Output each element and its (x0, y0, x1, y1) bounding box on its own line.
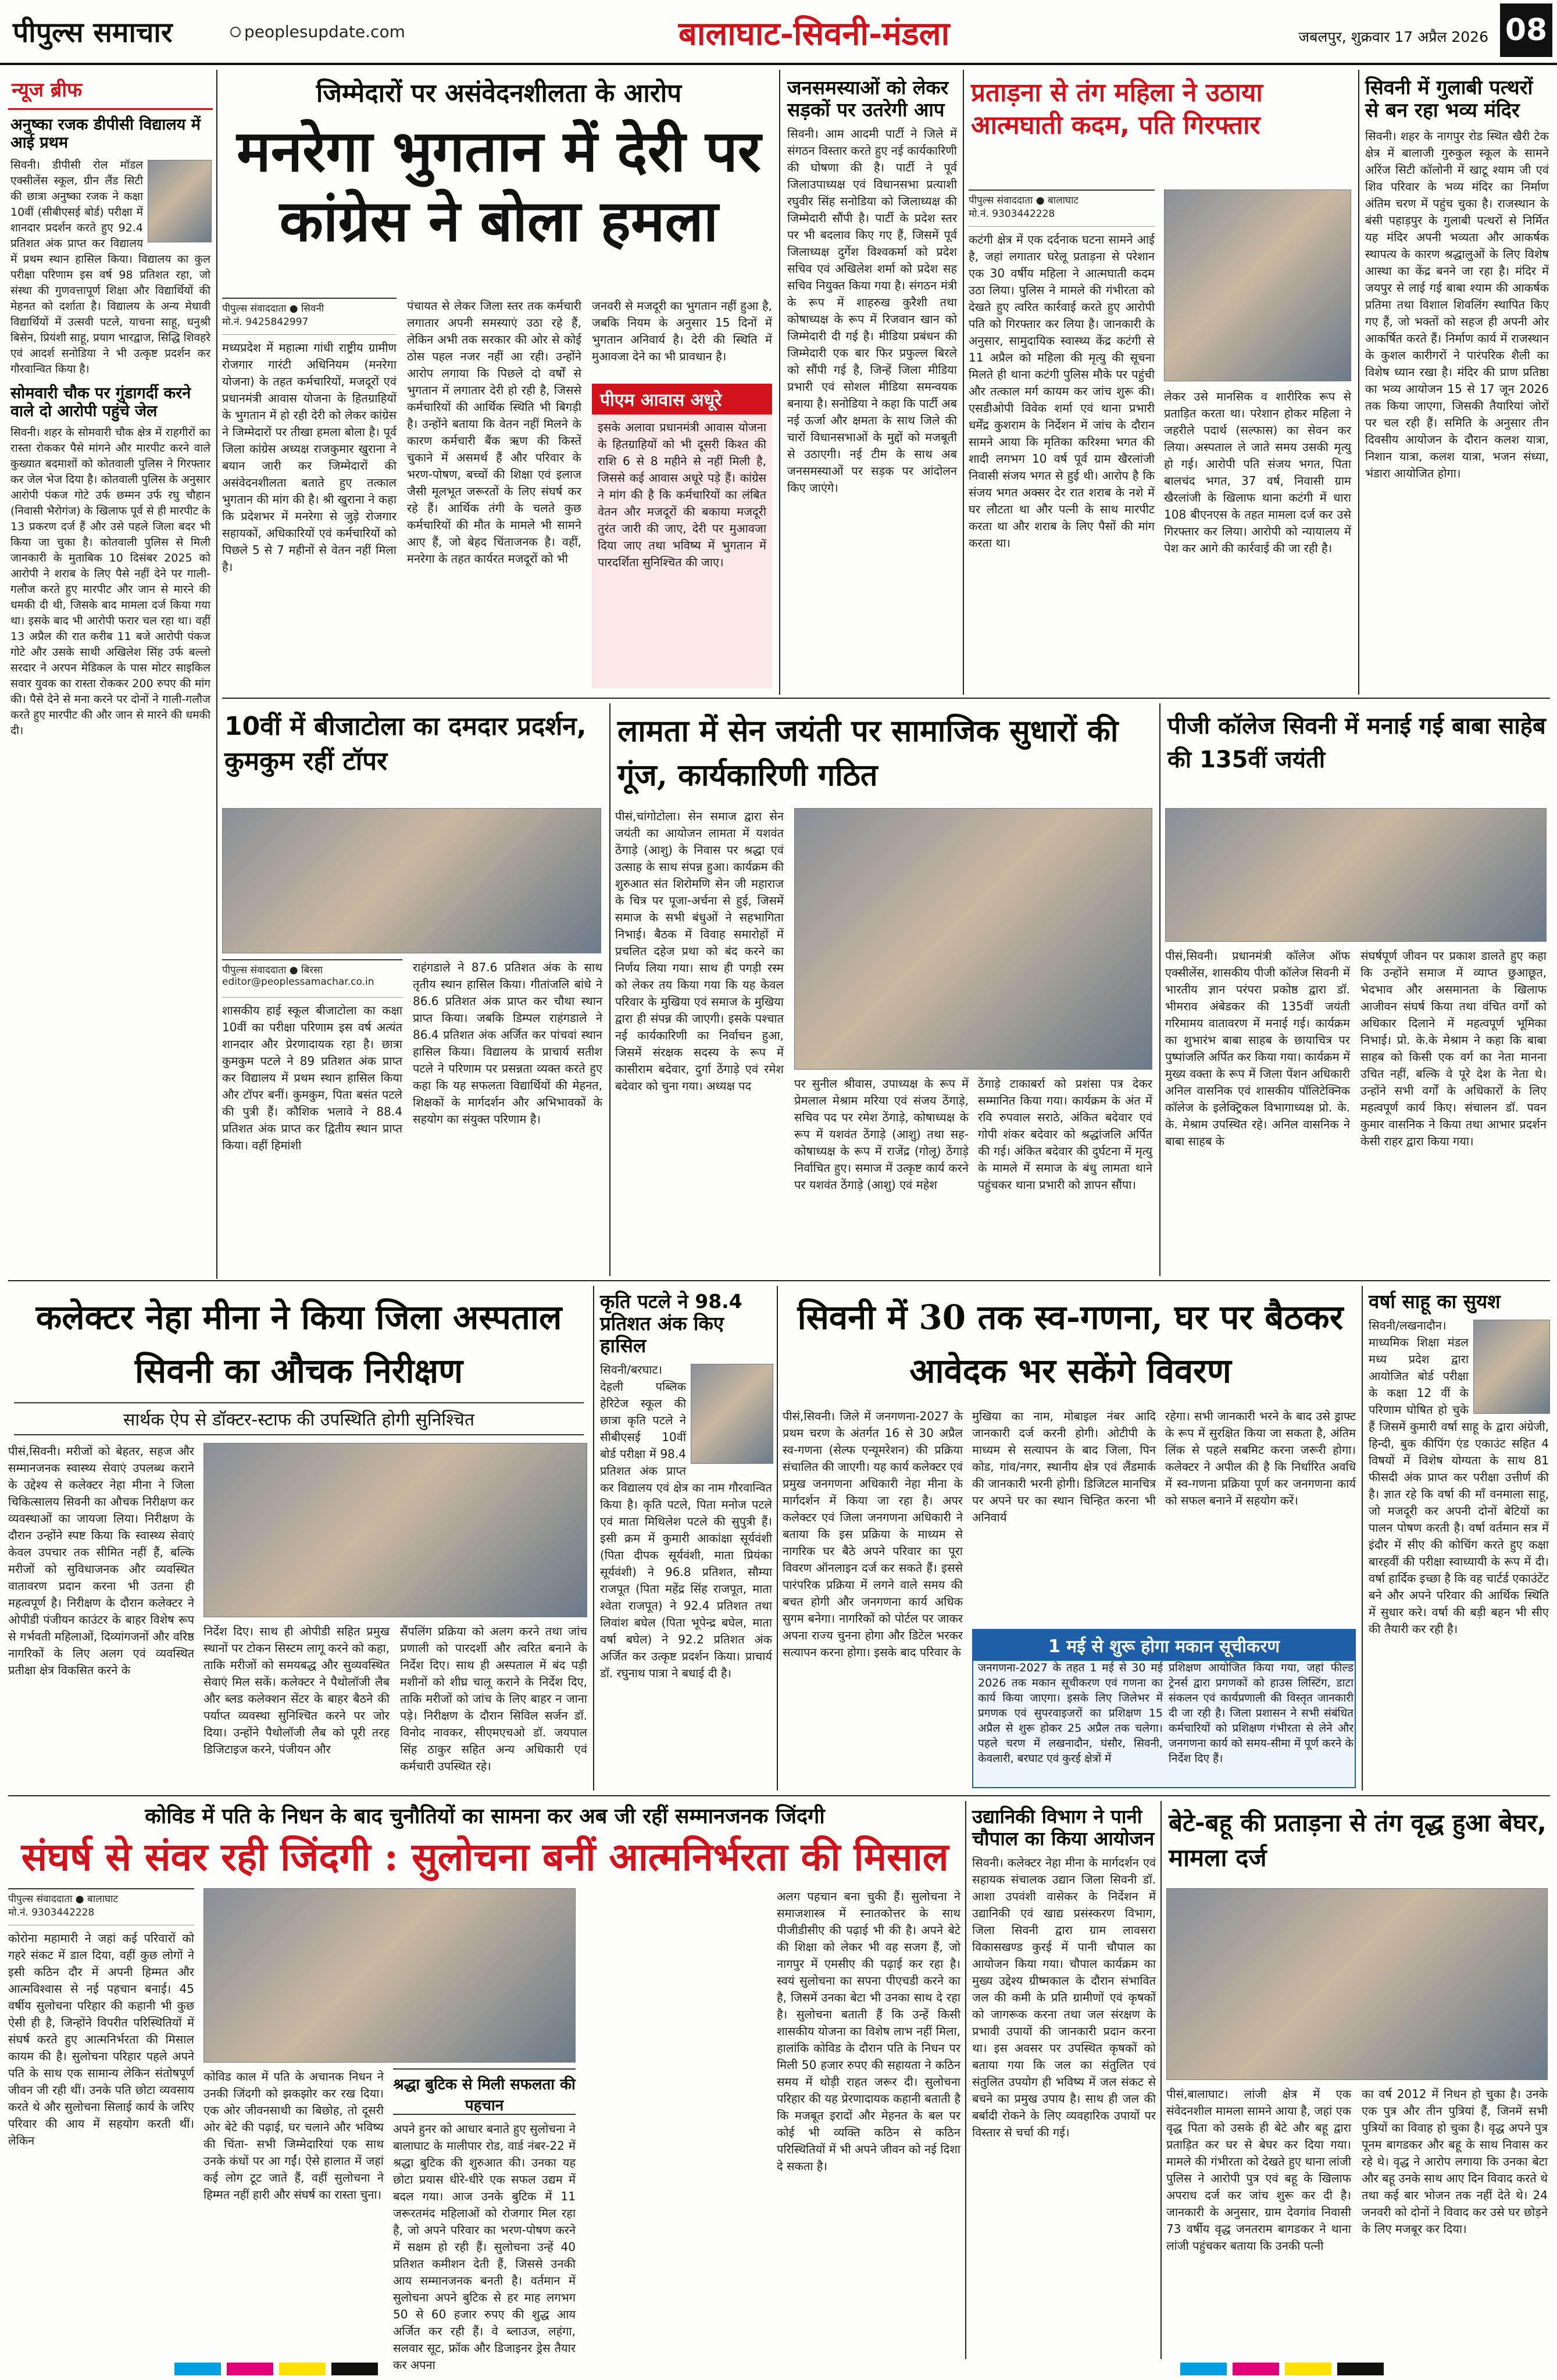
lead-kicker: जिम्मेदारों पर असंवेदनशीलता के आरोप (316, 78, 682, 108)
registration-mark (227, 2363, 273, 2375)
lamta-column-3: ठेंगाड़े टाकाबर्रा को प्रशंसा पत्र देकर सम्मानित किया गया। कार्यक्रम के अंत में रवि रुपवाल सराठे, अंकित बदेवार एवं गोपी शंकर बदेवार को श्रद्धांजलि अर्पित की गई। अंकित बदेवार की दुर्घटना में मृत्यु के मामले में समाज के बंधु लामता थाने पहुंचकर थाना प्रभारी को ज्ञापन सौंपा। (978, 1077, 1152, 1192)
column-divider (777, 1286, 778, 1791)
sulochana-column-1: कोरोना महामारी ने जहां कई परिवारों को गहरे संकट में डाल दिया, वहीं कुछ लोगों ने इसी कठिन दौर में अपनी हिम्मत और आत्मविश्वास से नई पहचान बनाई। 45 वर्षीय सुलोचना परिहार की कहानी भी कुछ ऐसी ही है, जिन्होंने विपरीत परिस्थितियों में संघर्ष करते हुए आत्मनिर्भरता की मिसाल कायम की है। सुलोचना परिहार पहले अपने पति के साथ एक सामान्य लेकिन संतोषपूर्ण जीवन जी रही थीं। उनके पति छोटा व्यवसाय करते थे और सुलोचना सिलाई कार्य के जरिए परिवार की आय में सहयोग करती थीं। लेकिन (8, 1931, 194, 2147)
column-divider (1362, 1286, 1363, 1791)
collector-column-1: पीसं,सिवनी। मरीजों को बेहतर, सहज और सम्मानजनक स्वास्थ्य सेवाएं उपलब्ध कराने के उद्देश्य से कलेक्टर नेहा मीना ने जिला चिकित्सालय सिवनी का औचक निरीक्षण कर व्यवस्थाओं का जायजा लिया। निरीक्षण के दौरान उन्होंने स्पष्ट किया कि स्वास्थ्य सेवाएं केवल उपचार तक सीमित नहीं हैं, बल्कि मरीजों को सुविधाजनक और व्यवस्थित वातावरण प्रदान करना भी उतना ही महत्वपूर्ण है। निरीक्षण के दौरान कलेक्टर ने ओपीडी पंजीयन काउंटर के बाहर विशेष रूप से गर्भवती महिलाओं, दिव्यांगजनों और वरिष्ठ नागरिकों के लिए अलग एवं व्यवस्थित प्रतीक्षा क्षेत्र विकसित करने के (8, 1444, 194, 1677)
census-story (783, 1286, 1358, 1791)
pg-column-1: पीसं,सिवनी। प्रधानमंत्री कॉलेज ऑफ एक्सीलेंस, शासकीय पीजी कॉलेज सिवनी में भारतीय ज्ञान परंपरा प्रकोष्ठ द्वारा डॉ. भीमराव अंबेडकर की 135वीं जयंती गरिमामय वातावरण में मनाई गई। कार्यक्रम का शुभारंभ बाबा साहब के छायाचित्र पर पुष्पांजलि अर्पित कर किया गया। कार्यक्रम में मुख्य वक्ता के रूप में जिला पेंशन अधिकारी अनिल वासनिक एवं शासकीय पॉलिटेक्निक कॉलेज के इलेक्ट्रिकल विभागाध्यक्ष प्रो. के. के. मेश्राम उपस्थित रहे। अनिल वासनिक ने बाबा साहब के (1165, 949, 1350, 1148)
suicide-mobile: मो.नं. 9303442228 (969, 208, 1055, 220)
boutique-photo (203, 1888, 576, 2063)
temple-story (1364, 70, 1550, 695)
registration-mark (1180, 2363, 1227, 2375)
sulochana-column-2: कोविड काल में पति के अचानक निधन ने उनकी जिंदगी को झकझोर कर रख दिया। एक ओर जीवनसाथी का बिछोह, तो दूसरी ओर बेटे की पढ़ाई, घर चलाने और भविष्य की चिंता- सभी जिम्मेदारियां एक साथ उनके कंधों पर आ गईं। ऐसे हालात में जहां कई लोग टूट जाते हैं, वहीं सुलोचना ने हिम्मत नहीं हारी और संघर्ष का रास्ता चुना। (203, 2070, 384, 2202)
collector-photo (203, 1443, 587, 1617)
column-divider (593, 1286, 594, 1791)
kriti-body: सिवनी/बरघाट। देहली पब्लिक हेरिटेज स्कूल की छात्रा कृति पटले ने सीबीएसई 10वीं बोर्ड परीक्षा में 98.4 प्रतिशत अंक प्राप्त कर विद्यालय एवं क्षेत्र का नाम गौरवान्वित किया है। कृति पटले, पिता मनोज पटले एवं माता मिथिलेश पटले की सुपुत्री हैं। इसी क्रम में कुमारी आकांक्षा सूर्यवंशी (पिता दीपक सूर्यवंशी, माता प्रियंका सूर्यवंशी) ने 96.8 प्रतिशत, सौम्या राजपूत (पिता महेंद्र सिंह राजपूत, माता श्वेता राजपूत) ने 92.4 प्रतिशत तथा लिवांश बघेल (पिता भूपेन्द्र बघेल, माता वर्षा बघेल) ने 92.2 प्रतिशत अंक अर्जित कर उत्कृष्ट प्रदर्शन किया। प्राचार्य डॉ. रघुनाथ पात्रा ने बधाई दी है। (600, 1362, 772, 1680)
suicide-column-1: कटंगी क्षेत्र में एक दर्दनाक घटना सामने आई है, जहां लगातार घरेलू प्रताड़ना से परेशान एक 30 वर्षीय महिला ने आत्मघाती कदम उठा लिया। पुलिस ने मामले की गंभीरता को देखते हुए त्वरित कार्रवाई करते हुए आरोपी पति को गिरफ्तार कर लिया है। जानकारी के अनुसार, सामुदायिक स्वास्थ्य केंद्र कटंगी से 11 अप्रैल को महिला की मृत्यु की सूचना मिलते ही थाना कटंगी पुलिस मौके पर पहुंची और तत्काल मर्ग कायम कर जांच शुरू की। एसडीओपी विवेक शर्मा एवं थाना प्रभारी धर्मेंद्र कुशराम के निर्देशन में जांच के दौरान सामने आया कि मृतिका करिश्मा भगत की शादी लगभग 10 वर्ष पूर्व ग्राम खैरलांजी निवासी संजय भगत से हुई थी। आरोप है कि संजय भगत अक्सर देर रात शराब के नशे में घर लौटता था और पत्नी के साथ मारपीट करता था और शराब के लिए पैसों की मांग करता था। (969, 233, 1155, 550)
collector-headline: कलेक्टर नेहा मीना ने किया जिला अस्पताल सिवनी का औचक निरीक्षण (35, 1298, 562, 1391)
aap-story (785, 70, 959, 695)
brief-1-body: सिवनी। डीपीसी रोल मॉडल एक्सीलेंस स्कूल, ग्रीन लैंड सिटी की छात्रा अनुष्का रजक ने कक्षा 10वीं (सीबीएसई बोर्ड) परीक्षा में शानदार प्रदर्शन करते हुए 92.4 प्रतिशत अंक प्राप्त कर विद्यालय में प्रथम स्थान हासिल किया। विद्यालय का कुल परीक्षा परिणाम इस वर्ष 98 प्रतिशत रहा, जो संस्था की गुणवत्तापूर्ण शिक्षा और विद्यार्थियों की मेहनत को दर्शाता है। विद्यालय के अन्य मेधावी विद्यार्थियों में उत्सवी पटले, याचना साहू, धनुश्री बिसेन, प्रियंशी साहू, प्रयाग भारद्वाज, सिद्धि शिवहरे एवं आदर्श सनोडिया ने भी उत्कृष्ट प्रदर्शन कर गौरवान्वित किया है। (10, 159, 210, 376)
globe-icon (230, 27, 241, 37)
column-divider (779, 70, 780, 695)
water-headline: उद्यानिकी विभाग ने पानी चौपाल का किया आयोजन (972, 1805, 1155, 1850)
temple-body: सिवनी। शहर के नागपुर रोड स्थित खैरी टेक क्षेत्र में बालाजी गुरुकुल स्कूल के सामने अरिंज सिटी कॉलोनी में खाटू श्याम जी एवं शिव परिवार के भव्य मंदिर का निर्माण अंतिम चरण में पहुंच चुका है। राजस्थान के बंसी पहाड़पुर के गुलाबी पत्थरों से निर्मित यह मंदिर अपनी भव्यता और आकर्षक स्थापत्य के कारण श्रद्धालुओं के लिए विशेष आस्था का केंद्र बनने जा रहा है। मंदिर में जयपुर से लाई गई बाबा श्याम की आकर्षक प्रतिमा तथा विशाल शिवलिंग स्थापित किए गए हैं, जो भक्तों को सहज ही अपनी ओर आकर्षित करते हैं। निर्माण कार्य में राजस्थान के कुशल कारीगरों ने पारंपरिक शैली का विशेष ध्यान रखा है। मंदिर की प्राण प्रतिष्ठा का भव्य आयोजन 15 से 17 जून 2026 तक किया जाएगा, जिसकी तैयारियां जोरों पर चल रही हैं। समिति के अनुसार तीन दिवसीय आयोजन के दौरान कलश यात्रा, निशान यात्रा, कलश यात्रा, भजन संध्या, भंडारा आयोजित होगा। (1365, 129, 1549, 481)
water-chaupal-story (971, 1801, 1157, 2359)
census-box-column-2: प्रशिक्षण आयोजित किया गया, जहां फील्ड ट्रेनर्स द्वारा प्रगणकों को हाउस लिस्टिंग, डाटा संकलन एवं कार्यप्रणाली की विस्तृत जानकारी दी जा रही है। जिला प्रशासन ने सभी संबंधित कर्मचारियों को प्रशिक्षण गंभीरता से लेने और जनगणना कार्य को समय-सीमा में पूर्ण करने के निर्देश दिए हैं। (1169, 1661, 1354, 1765)
brief-2-headline: सोमवारी चौक पर गुंडागर्दी करने वाले दो आरोपी पहुंचे जेल (10, 384, 191, 421)
collector-column-3: सैंपलिंग प्रक्रिया को अलग करने तथा जांच प्रणाली को पारदर्शी और त्वरित बनाने के निर्देश दिए। साथ ही अस्पताल में बंद पड़ी मशीनों को शीघ्र चालू कराने के निर्देश दिए, ताकि मरीजों को जांच के लिए बाहर न जाना पड़े। निरीक्षण के दौरान सिविल सर्जन डॉ. विनोद नावकर, सीएमएचओ डॉ. जयपाल सिंह ठाकुर सहित अन्य अधिकारी एवं कर्मचारी उपस्थित रहे। (400, 1624, 587, 1773)
census-column-1: पीसं,सिवनी। जिले में जनगणना-2027 के प्रथम चरण के अंतर्गत 16 से 30 अप्रैल स्व-गणना (सेल्फ एन्यूमरेशन) की प्रक्रिया संचालित की जाएगी। यह कार्य कलेक्टर एवं प्रमुख जनगणना अधिकारी नेहा मीना के मार्गदर्शन में किया जा रहा है। अपर कलेक्टर एवं जिला जनगणना अधिकारी ने बताया कि इस प्रक्रिया के माध्यम से नागरिक घर बैठे अपने परिवार का पूरा विवरण ऑनलाइन दर्ज कर सकते हैं। इससे पारंपरिक प्रक्रिया में लगने वाले समय की बचत होगी और जनगणना कार्य अधिक सुगम बनेगा। नागरिकों को पोर्टल पर जाकर अपना राज्य चुनना होगा और डिटेल भरकर सत्यापन करना होगा। इसके बाद परिवार के (783, 1409, 963, 1659)
brief-1-headline: अनुष्का रजक डीपीसी विद्यालय में आई प्रथम (10, 116, 201, 152)
sulochana-column-3: अपने हुनर को आधार बनाते हुए सुलोचना ने बालाघाट के मालीपार रोड, वार्ड नंबर-22 में श्रद्धा बुटिक की शुरुआत की। उनका यह छोटा प्रयास धीरे-धीरे एक सफल उद्यम में बदल गया। आज उनके बुटिक में 11 जरूरतमंद महिलाओं को रोजगार मिल रहा है, जो अपने परिवार का भरण-पोषण करने में सक्षम हो रही हैं। सुलोचना उन्हें 40 प्रतिशत कमीशन देती हैं, जिससे उनकी आय सम्मानजनक बनती है। वर्तमान में सुलोचना अपने बुटिक से हर माह लगभग 50 से 60 हजार रुपए की शुद्ध आय अर्जित कर रही हैं। वे ब्लाउज, लहंगा, सलवार सूट, फ्रॉक और डिजाइनर ड्रेस तैयार कर अपना (393, 2122, 576, 2372)
suicide-byline (969, 190, 1155, 227)
bijatola-photo (222, 808, 601, 953)
section-divider (222, 698, 1550, 699)
sulochana-headline: संघर्ष से संवर रही जिंदगी : सुलोचना बनीं आत्मनिर्भरता की मिसाल (21, 1834, 949, 1880)
column-divider (216, 70, 217, 1279)
pg-photo (1165, 808, 1547, 942)
sulochana-sub-label: श्रद्धा बुटिक से मिली सफलता की पहचान (393, 2068, 576, 2115)
elderly-column-2: का वर्ष 2012 में निधन हो चुका है। उनके एक पुत्र और तीन पुत्रियां हैं, जिनमें सभी पुत्रियों का विवाह हो चुका है। वृद्ध अपने पुत्र पूनम बागडकर और बहू के साथ निवास कर रहे थे। वृद्ध ने आरोप लगाया कि उनका बेटा और बहू उनके साथ आए दिन विवाद करते थे तथा कई बार भोजन तक नहीं देते थे। 24 जनवरी को दोनों ने विवाद कर उसे घर छोड़ने के लिए मजबूर कर दिया। (1362, 2087, 1548, 2236)
newspaper-logo[interactable]: पीपुल्स समाचार (13, 16, 173, 49)
lead-column-2: पंचायत से लेकर जिला स्तर तक कर्मचारी लगातार अपनी समस्याएं उठा रहे हैं, लेकिन अभी तक सरकार की ओर से कोई ठोस पहल नजर नहीं आ रही। उन्होंने आरोप लगाया कि पिछले दो वर्षों से भुगतान में लगातार देरी हो रही है, जिससे कर्मचारियों की आर्थिक स्थिति भी बिगड़ी है। उन्होंने बताया कि वेतन नहीं मिलने के कारण कर्मचारी बैंक ऋण की किस्तें चुकाने में असमर्थ हैं और परिवार के भरण-पोषण, बच्चों की शिक्षा एवं इलाज जैसी मूलभूत जरूरतों के लिए संघर्ष कर रहे हैं। आर्थिक तंगी के चलते कुछ कर्मचारियों की मौत के मामले भी सामने आए हैं, जो बेहद चिंताजनक है। वहीं, मनरेगा के तहत कार्यरत मजदूरों को भी (407, 299, 581, 566)
suicide-headline: प्रताड़ना से तंग महिला ने उठाया आत्मघाती कदम, पति गिरफ्तार (971, 78, 1263, 140)
lead-mobile: मो.नं. 9425842997 (222, 316, 309, 328)
kriti-photo (691, 1364, 773, 1464)
temple-headline: सिवनी में गुलाबी पत्थरों से बन रहा भव्य मंदिर (1365, 76, 1533, 123)
bijatola-email[interactable]: editor@peoplessamachar.co.in (222, 976, 374, 988)
website-link[interactable]: peoplesupdate.com (244, 22, 405, 41)
sulochana-story (8, 1801, 962, 2372)
registration-mark (279, 2363, 326, 2375)
census-box-head: 1 मई से शुरू होगा मकान सूचीकरण (973, 1630, 1355, 1661)
column-divider (1159, 703, 1160, 1276)
suicide-column-2: लेकर उसे मानसिक व शारीरिक रूप से प्रताड़ित करता था। परेशान होकर महिला ने जहरीले पदार्थ (सल्फास) का सेवन कर लिया। अस्पताल ले जाते समय उसकी मृत्यु हो गई। आरोपी पति संजय भगत, पिता बालचंद भगत, 37 वर्ष, निवासी ग्राम खैरलांजी के खिलाफ थाना कटंगी में धारा 108 बीएनएस के तहत मामला दर्ज कर उसे गिरफ्तार कर लिया। आरोपी को न्यायालय में पेश कर आगे की कार्रवाई की जा रही है। (1164, 389, 1351, 555)
collector-column-2: निर्देश दिए। साथ ही ओपीडी सहित प्रमुख स्थानों पर टोकन सिस्टम लागू करने को कहा, ताकि मरीजों को समयबद्ध और सुव्यवस्थित सेवाएं मिल सकें। कलेक्टर ने पैथोलॉजी लैब और ब्लड कलेक्शन सेंटर के बाहर बैठने की पर्याप्त व्यवस्था सुनिश्चित करने पर जोर दिया। उन्होंने पैथोलॉजी लैब को पूरी तरह डिजिटाइज करने, पंजीयन और (203, 1624, 390, 1756)
aap-body: सिवनी। आम आदमी पार्टी ने जिले में संगठन विस्तार करते हुए नई कार्यकारिणी की घोषणा की है। पार्टी ने पूर्व जिलाउपाध्यक्ष एवं विधानसभा प्रत्याशी रघुवीर सिंह सनोडिया को जिलाध्यक्ष की जिम्मेदारी सौंपी है। पार्टी के प्रदेश स्तर पर भी बदलाव किए गए हैं, जिसमें पूर्व जिलाध्यक्ष दुर्गेश विश्वकर्मा को प्रदेश सचिव एवं अखिलेश शर्मा को प्रदेश सह सचिव नियुक्त किया गया है। संगठन मंत्री के रूप में शाहरुख कुरैशी तथा कोषाध्यक्ष के रूप में रिजवान खान को जिम्मेदारी दी गई है। मीडिया प्रबंधन की जिम्मेदारी एक बार फिर प्रफुल्ल बिरले को सौंपी गई है, जिन्हें जिला मीडिया प्रभारी एवं सोशल मीडिया समन्वयक बनाया है। सनोडिया ने कहा कि पार्टी अब नई ऊर्जा और क्षमता के साथ जिले की चारों विधानसभाओं के मुद्दों को मजबूती से उठाएगी। नई टीम के साथ अब जनसमस्याओं पर सड़क पर आंदोलन किए जाएंगे। (787, 126, 957, 495)
brief-2-body: सिवनी। शहर के सोमवारी चौक क्षेत्र में राहगीरों का रास्ता रोककर पैसे मांगने और मारपीट करने वाले कुख्यात बदमाशों को कोतवाली पुलिस ने गिरफ्तार कर जेल भेज दिया है। कोतवाली पुलिस के अनुसार आरोपी पंकज गोटे उर्फ छम्मन उर्फ रघु चौहान (निवासी भैरोगंज) के खिलाफ पूर्व से ही मारपीट के 13 प्रकरण दर्ज हैं और उसे पहले जिला बदर भी किया जा चुका है। कोतवाली पुलिस से मिली जानकारी के मुताबिक 10 दिसंबर 2025 को आरोपी ने शराब के लिए पैसे नहीं देने पर गाली-गलौज करते हुए मारपीट और जान से मारने की धमकी दी थी, जिसके बाद मामला दर्ज किया गया था। इसके बाद भी आरोपी फरार चल रहा था। वहीं 13 अप्रैल की रात करीब 11 बजे आरोपी पंकज गोटे और उसके साथी अखिलेश सिंह उर्फ बल्लो सरदार ने अरपन मेडिकल के पास मोटर साइकिल सवार युवक का रास्ता रोककर 200 रुपए की मांग की। पैसे देने से मना करने पर दोनों ने गाली-गलौज करते हुए मारपीट की और जान से मारने की धमकी दी। (10, 426, 210, 738)
suicide-byline-text: पीपुल्स संवाददाता ● बालाघाट (969, 195, 1079, 206)
elderly-story (1166, 1801, 1550, 2359)
registration-mark (331, 2363, 378, 2375)
news-brief-column (8, 70, 213, 1279)
elderly-column-1: पीसं,बालाघाट। लांजी क्षेत्र में एक संवेदनशील मामला सामने आया है, जहां एक वृद्ध पिता को उसके ही बेटे और बहू द्वारा प्रताड़ित कर घर से बेघर कर दिया गया। मामले की गंभीरता को देखते हुए थाना लांजी पुलिस ने आरोपी पुत्र एवं बहू के खिलाफ अपराध दर्ज कर जांच शुरू कर दी है। जानकारी के अनुसार, ग्राम देवगांव निवासी 73 वर्षीय वृद्ध जनतराम बागडकर ने थाना लांजी पहुंचकर बताया कि उनकी पत्नी (1166, 2087, 1351, 2253)
lead-byline-text: पीपुल्स संवाददाता ● सिवनी (222, 303, 324, 315)
bijatola-column-2: राहंगडाले ने 87.6 प्रतिशत अंक के साथ तृतीय स्थान हासिल किया। गीतांजलि बांधे ने 86.6 प्रतिशत अंक प्राप्त कर चौथा स्थान प्राप्त किया। जबकि डिम्पल राहंगडाले ने 86.4 प्रतिशत अंक अर्जित कर पांचवां स्थान हासिल किया। विद्यालय के प्राचार्य सतीश पटले ने परिणाम पर प्रसन्नता व्यक्त करते हुए कहा कि यह सफलता विद्यार्थियों की मेहनत, शिक्षकों के मार्गदर्शन और अभिभावकों के सहयोग का संयुक्त परिणाम है। (413, 960, 602, 1126)
sulochana-mobile: मो.नं. 9303442228 (8, 1907, 95, 1918)
pmay-box (592, 384, 772, 688)
brief-1-photo (148, 160, 212, 242)
lamta-story (615, 703, 1156, 1276)
sulochana-column-3b (586, 1888, 766, 2357)
pmay-box-label: पीएम आवास अधूरे (592, 384, 772, 414)
census-column-2: मुखिया का नाम, मोबाइल नंबर आदि जानकारी दर्ज करनी होगी। ओटीपी के माध्यम से सत्यापन के बाद जिला, पिन कोड, गांव/नगर, स्थानीय क्षेत्र एवं लैंडमार्क की जानकारी भरनी होगी। डिजिटल मानचित्र पर अपने घर का स्थान चिन्हित करना भी अनिवार्य (972, 1409, 1156, 1524)
varsha-headline: वर्षा साहू का सुयश (1369, 1290, 1501, 1313)
kriti-headline: कृति पटले ने 98.4 प्रतिशत अंक किए हासिल (600, 1290, 742, 1357)
registration-mark (1233, 2363, 1279, 2375)
bijatola-byline-text: पीपुल्स संवाददाता ● बिरसा (222, 964, 323, 976)
census-column-3: रहेगा। सभी जानकारी भरने के बाद उसे ड्राफ्ट के रूप में सुरक्षित किया जा सकता है, अंतिम लिंक से पहले सबमिट करना जरूरी होगा। कलेक्टर ने अपील की है कि निर्धारित अवधि में स्व-गणना प्रक्रिया पूर्ण कर जनगणना कार्य को सफल बनाने में सहयोग करें। (1165, 1409, 1356, 1507)
lead-column-3: जनवरी से मजदूरी का भुगतान नहीं हुआ है, जबकि नियम के अनुसार 15 दिनों में भुगतान अनिवार्य है। देरी की स्थिति में मुआवजा देने का भी प्रावधान है। (592, 299, 772, 363)
page-number: 08 (1500, 3, 1552, 57)
sulochana-kicker: कोविड में पति के निधन के बाद चुनौतियों का सामना कर अब जी रहीं सम्मानजनक जिंदगी (145, 1804, 825, 1828)
edition-title: बालाघाट-सिवनी-मंडला (678, 15, 950, 53)
column-divider (1358, 70, 1359, 695)
column-divider (965, 1801, 966, 2359)
dateline: जबलपुर, शुक्रवार 17 अप्रैल 2026 (1298, 28, 1488, 45)
aap-headline: जनसमस्याओं को लेकर सड़कों पर उतरेगी आप (787, 76, 949, 121)
pg-college-story (1165, 703, 1550, 1276)
lead-story (222, 70, 776, 695)
lamta-headline: लामता में सेन जयंती पर सामाजिक सुधारों की गूंज, कार्यकारिणी गठित (617, 713, 1119, 793)
bijatola-column-1: शासकीय हाई स्कूल बीजाटोला का कक्षा 10वीं का परीक्षा परिणाम इस वर्ष अत्यंत शानदार और प्रेरणादायक रहा है। छात्रा कुमकुम पटले ने 89 प्रतिशत अंक प्राप्त कर विद्यालय में प्रथम स्थान हासिल किया और टॉपर बनीं। कुमकुम, पिता बसंत पटले की पुत्री हैं। कौशिक भलावे ने 88.4 प्रतिशत अंक प्राप्त कर द्वितीय स्थान प्राप्त किया। वहीं हिमांशी (222, 1003, 402, 1152)
sulochana-column-4: अलग पहचान बना चुकी हैं। सुलोचना ने समाजशास्त्र में स्नातकोत्तर के साथ पीजीडीसीए की पढ़ाई भी की है। अपने बेटे की शिक्षा को लेकर भी वह सजग हैं, जो नागपुर में एमसीए की पढ़ाई कर रहा है। स्वयं सुलोचना का सपना पीएचडी करने का है, जिसमें उनका बेटा भी उनका साथ दे रहा है। सुलोचना बताती हैं कि उन्हें किसी शासकीय योजना का विशेष लाभ नहीं मिला, हालांकि कोविड के दौरान पति के निधन पर मिली 50 हजार रुपए की सहायता ने कठिन समय में थोड़ी राहत जरूर दी। सुलोचना परिहार की यह प्रेरणादायक कहानी बताती है कि मजबूत इरादों और मेहनत के बल पर कोई भी व्यक्ति कठिन से कठिन परिस्थितियों में भी अपने जीवन को नई दिशा दे सकता है। (777, 1889, 960, 2173)
bijatola-byline (222, 959, 402, 998)
news-brief-label: न्यूज ब्रीफ (8, 70, 213, 110)
column-divider (963, 70, 964, 695)
collector-story (8, 1286, 590, 1791)
column-divider (609, 703, 610, 1276)
suicide-story (969, 70, 1355, 695)
water-body: सिवनी। कलेक्टर नेहा मीना के मार्गदर्शन एवं सहायक संचालक उद्यान जिला सिवनी डॉ. आशा उपवंशी वासेकर के निर्देशन में उद्यानिकी एवं खाद्य प्रसंस्करण विभाग, जिला सिवनी द्वारा ग्राम लावसरा विकासखण्ड कुरई में पानी चौपाल का आयोजन किया गया। चौपाल कार्यक्रम का मुख्य उद्देश्य ग्रीष्मकाल के दौरान संभावित जल की कमी के प्रति ग्रामीणों एवं कृषकों को जागरूक करना तथा जल संरक्षण के प्रभावी उपायों की जानकारी प्रदान करना था। इस अवसर पर उपस्थित कृषकों को बताया गया कि जल का संतुलित एवं संतुलित उपयोग ही भविष्य में जल संकट से बचने का प्रमुख उपाय है। साथ ही जल की बर्बादी रोकने के लिए व्यवहारिक उपायों पर विस्तार से चर्चा की गई। (972, 1855, 1156, 2139)
registration-mark (174, 2363, 221, 2375)
registration-mark (1285, 2363, 1331, 2375)
bijatola-story (222, 703, 606, 1276)
section-divider (8, 1795, 1550, 1796)
accused-photo (1164, 190, 1351, 381)
masthead (0, 0, 1557, 65)
column-divider (1160, 1801, 1162, 2359)
lead-column-1: मध्यप्रदेश में महात्मा गांधी राष्ट्रीय ग्रामीण रोजगार गारंटी अधिनियम (मनरेगा योजना) के तहत कर्मचारियों, मजदूरों एवं प्रधानमंत्री आवास योजना के हितग्राहियों के भुगतान में हो रही देरी को लेकर कांग्रेस ने जिम्मेदारों पर तीखा हमला बोला है। पूर्व जिला कांग्रेस अध्यक्ष राजकुमार खुराना ने बयान जारी कर जिम्मेदारों की असंवेदनशीलता बताते हुए तत्काल भुगतान की मांग की है। श्री खुराना ने कहा कि प्रदेशभर में मनरेगा से जुड़े रोजगार सहायकों, अधिकारियों एवं कर्मचारियों को पिछले 5 से 7 महीनों से वेतन नहीं मिला है। (222, 341, 397, 574)
elderly-headline: बेटे-बहू की प्रताड़ना से तंग वृद्ध हुआ बेघर, मामला दर्ज (1169, 1809, 1547, 1872)
census-box-column-1: जनगणना-2027 के तहत 1 मई से 30 मई 2026 तक मकान सूचीकरण एवं गणना का कार्य किया जाएगा। इसके लिए जिलेभर में प्रगणक एवं सुपरवाइजरों का प्रशिक्षण 15 अप्रैल से शुरू होकर 25 अप्रैल तक चलेगा। पहले चरण में लखनादौन, घंसौर, सिवनी, केवलारी, बरघाट एवं कुरई क्षेत्रों में (978, 1661, 1163, 1765)
pmay-box-body: इसके अलावा प्रधानमंत्री आवास योजना के हितग्राहियों को भी दूसरी किश्त की राशि 6 से 8 महीने से नहीं मिली है, जिससे कई आवास अधूरे पड़े हैं। कांग्रेस ने मांग की है कि कर्मचारियों का लंबित वेतन और मजदूरों की बकाया मजदूरी तुरंत जारी की जाए, देरी पर मुआवजा दिया जाए तथा भविष्य में भुगतान में पारदर्शिता सुनिश्चित की जाए। (598, 420, 766, 569)
lead-byline (222, 298, 397, 335)
sulochana-byline-text: पीपुल्स संवाददाता ● बालाघाट (8, 1893, 119, 1905)
section-divider (8, 1280, 1550, 1281)
varsha-photo (1473, 1320, 1550, 1414)
elderly-photo (1166, 1888, 1548, 2080)
sulochana-byline (8, 1888, 194, 1925)
lamta-column-2: पर सुनील श्रीवास, उपाध्यक्ष के रूप में प्रेमलाल मेश्राम मरिया एवं संजय ठेंगाड़े, सचिव पद पर रमेश ठेंगाड़े, कोषाध्यक्ष के रूप में यशवंत ठेंगाड़े (आशु) तथा सह-कोषाध्यक्ष के रूप में राजेंद्र (गोलू) ठेंगाड़े निर्वाचित हुए। समाज में उत्कृष्ट कार्य करने पर यशवंत ठेंगाड़े (आशु) एवं महेश (794, 1077, 969, 1192)
varsha-story (1367, 1286, 1550, 1791)
lead-headline: मनरेगा भुगतान में देरी पर कांग्रेस ने बोला हमला (237, 117, 761, 255)
lamta-column-1: पीसं,चांगोटोला। सेन समाज द्वारा सेन जयंती का आयोजन लामता में यशवंत ठेंगाड़े (आशु) के निवास पर श्रद्धा एवं उत्साह के साथ संपन्न हुआ। कार्यक्रम की शुरुआत संत शिरोमणि सेन जी महाराज के चित्र पर पूजा-अर्चना से हुई, जिसमें समाज के सभी बंधुओं ने सहभागिता निभाई। बैठक में विवाह समारोहों में प्रचलित दहेज प्रथा को बंद करने का निर्णय लिया गया। साथ ही पगड़ी रस्म को लेकर तय किया गया कि यह केवल परिवार के मुखिया एवं समाज के मुखिया द्वारा ही संपन्न की जाएगी। इसके पश्चात नई कार्यकारिणी का निर्वाचन हुआ, जिसमें संरक्षक सदस्य के रूप में कासीराम बदेवार, दुर्गा ठेंगाड़े एवं रमेश बदेवार को चुना गया। अध्यक्ष पद (615, 809, 784, 1093)
kriti-story (599, 1286, 773, 1791)
registration-mark (1337, 2363, 1384, 2375)
collector-subheadline: सार्थक ऐप से डॉक्टर-स्टाफ की उपस्थिति होगी सुनिश्चित (14, 1402, 584, 1435)
lamta-photo (794, 808, 1152, 1070)
bijatola-headline: 10वीं में बीजाटोला का दमदार प्रदर्शन, कुमकुम रहीं टॉपर (224, 712, 587, 776)
pg-headline: पीजी कॉलेज सिवनी में मनाई गई बाबा साहेब की 135वीं जयंती (1167, 713, 1546, 773)
census-headline: सिवनी में 30 तक स्व-गणना, घर पर बैठकर आवेदक भर सकेंगे विवरण (797, 1298, 1344, 1391)
varsha-body: सिवनी/लखनादौन। माध्यमिक शिक्षा मंडल मध्य प्रदेश द्वारा आयोजित बोर्ड परीक्षा के कक्षा 12 वीं के परिणाम घोषित हो चुके हैं जिसमें कुमारी वर्षा साहू के द्वारा अंग्रेजी, हिन्दी, बुक कीपिंग एंड एकाउंट सहित 4 विषयों में विशेष योग्यता के साथ 81 फीसदी अंक प्राप्त कर परीक्षा उत्तीर्ण की है। ज्ञात रहे कि वर्षा की माँ वनमाला साहू, जो मजदूरी कर अपनी दोनों बेटियों का पालन पोषण करती है। वर्षा वर्तमान सत्र में इंदौर में सीए की कोचिंग करते हुए कक्षा बारहवीं की परीक्षा स्वाध्यायी के रूप में दी। वर्षा हार्दिक इच्छा है कि वह चार्टर्ड एकाउंटेंट बने और अपने परिवार की आर्थिक स्थिति में सुधार करे। वर्षा की बड़ी बहन भी सीए की तैयारी कर रही है। (1369, 1318, 1549, 1636)
pg-column-2: संघर्षपूर्ण जीवन पर प्रकाश डालते हुए कहा कि उन्होंने समाज में व्याप्त छुआछूत, भेदभाव और असमानता के खिलाफ आजीवन संघर्ष किया तथा वंचित वर्गों को अधिकार दिलाने में महत्वपूर्ण भूमिका निभाई। प्रो. के.के मेश्राम ने कहा कि बाबा साहब को किसी एक वर्ग का नेता मानना उचित नहीं, बल्कि वे पूरे देश के नेता थे। उन्होंने सभी वर्गों के अधिकारों के लिए महत्वपूर्ण कार्य किए। संचालन डॉ. पवन कुमार वासनिक ने किया तथा आभार प्रदर्शन केसी राहर द्वारा किया गया। (1360, 949, 1547, 1148)
census-box (972, 1629, 1356, 1788)
